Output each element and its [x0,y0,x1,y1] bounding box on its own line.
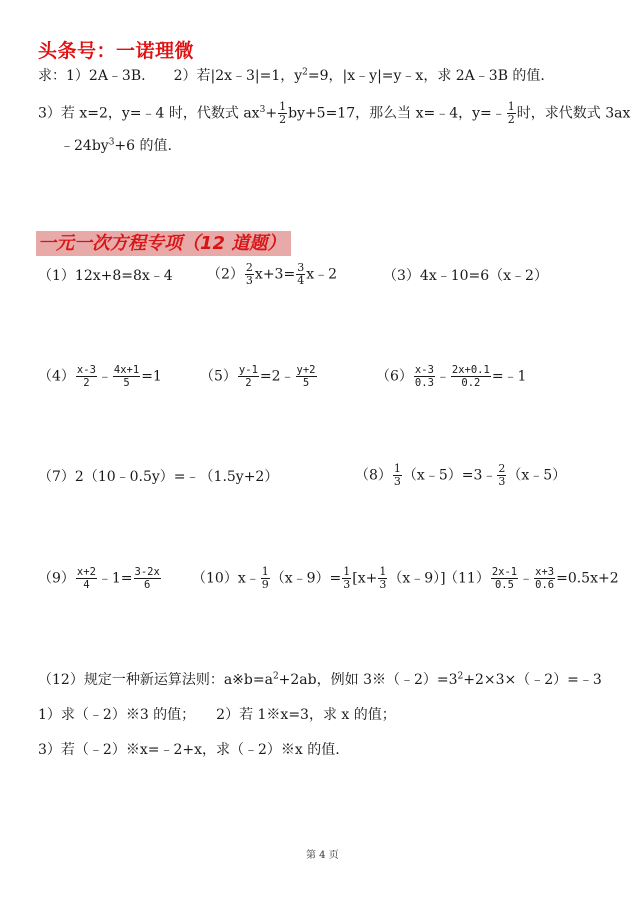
denominator: 3 [245,274,253,287]
denominator: 0.6 [535,579,555,591]
numerator: 2 [498,462,506,475]
equation-5 [200,364,318,389]
numerator: 3 [297,261,305,274]
prev-problem-line1 [38,66,545,86]
denominator: 5 [123,377,130,389]
problem-12-line1 [38,670,602,690]
fraction [342,566,351,591]
page-number: 第 4 页 [306,850,339,861]
numerator: 3-2x [134,566,160,578]
numerator: 1 [343,565,351,578]
denominator: 3 [498,475,506,488]
label: （4） [38,368,75,385]
equation-7: （7）2（10﹣0.5y）=﹣（1.5y+2） [38,469,279,485]
denominator: 5 [302,377,310,389]
prev-problem-line3 [60,136,172,156]
numerator: x-3 [76,364,96,376]
equation-9 [38,566,162,591]
text: =1 [141,368,162,385]
label: （11） [444,570,490,587]
text: （x﹣9）= [270,570,342,587]
text: ﹣ [97,368,112,385]
text: x+3= [254,266,296,283]
label: （10）x﹣ [192,570,260,587]
fraction [296,364,317,389]
fraction [451,364,491,389]
equation-6 [376,364,526,389]
numerator: x+2 [76,566,96,578]
text: 求：1）2A﹣3B. 2）若|2x﹣3|=1，y [38,68,303,84]
denominator: 2 [279,113,287,126]
label: （9） [38,570,75,587]
denominator: 0.3 [414,377,434,389]
equation-1: （1）12x+8=8x﹣4 [38,268,173,284]
fraction [296,262,305,287]
equation-11 [444,566,619,591]
label: （6） [376,368,413,385]
fraction [113,364,140,389]
denominator: 4 [297,274,305,287]
fraction [378,566,387,591]
problem-12-line2: 1）求（﹣2）※3 的值； 2）若 1※x=3，求 x 的值； [38,707,396,723]
fraction [507,101,516,126]
denominator: 6 [144,579,151,591]
denominator: 3 [379,578,387,591]
denominator: 2 [245,377,252,389]
denominator: 2 [507,113,515,126]
text: 3）若 x=2，y=﹣4 时，代数式 ax [38,105,260,122]
text: by+5=17，那么当 x=﹣4，y=﹣ [288,105,506,122]
equation-4 [38,364,162,389]
text: ﹣24by [60,138,109,154]
fraction [134,566,161,591]
numerator: 1 [279,100,287,113]
numerator: 4x+1 [113,364,140,376]
equation-2 [207,262,337,287]
text: =0.5x+2 [556,570,619,587]
numerator: 1 [379,565,387,578]
text: =2﹣ [259,368,295,385]
text: +2ab，例如 3※（﹣2）=3 [278,672,458,688]
numerator: 2 [245,261,253,274]
text: （12）规定一种新运算法则：a※b=a [38,672,273,688]
text: ﹣ [435,368,450,385]
numerator: x+3 [535,566,555,578]
exponent: 3 [259,104,266,115]
text: =﹣1 [491,368,527,385]
numerator: 2x-1 [491,566,518,578]
numerator: 1 [393,462,401,475]
label: （2） [207,266,244,283]
text: +2×3×（﹣2）=﹣3 [463,672,602,688]
equation-3: （3）4x﹣10=6（x﹣2） [383,268,548,284]
label: （8） [355,467,392,484]
denominator: 3 [343,578,351,591]
numerator: y-1 [238,364,258,376]
label: （5） [200,368,237,385]
text: （x﹣9）] [388,570,446,587]
numerator: 2x+0.1 [451,364,490,376]
denominator: 3 [393,475,401,488]
fraction [491,566,518,591]
fraction [76,566,97,591]
fraction [414,364,435,389]
text: 时，求代数式 3ax [516,105,631,122]
fraction [238,364,259,389]
text: [x+ [352,570,378,587]
numerator: 1 [507,100,515,113]
problem-12-line3: 3）若（﹣2）※x=﹣2+x，求（﹣2）※x 的值. [38,742,340,758]
text: x﹣2 [306,266,337,283]
text: +6 的值. [114,138,172,154]
header-title: 头条号：一诺理微 [38,40,195,62]
numerator: y+2 [296,364,316,376]
fraction [497,463,506,488]
fraction [245,262,254,287]
exponent: 2 [302,67,308,78]
exponent: 3 [108,137,115,148]
fraction [534,566,555,591]
numerator: 1 [261,565,269,578]
exponent: 2 [457,671,464,682]
fraction [278,101,287,126]
text: （x﹣5） [507,467,567,484]
denominator: 0.5 [494,579,514,591]
text: ﹣ [519,570,534,587]
text: ﹣1= [97,570,133,587]
text: （x﹣5）=3﹣ [402,467,497,484]
fraction [76,364,97,389]
denominator: 4 [83,579,90,591]
fraction [261,566,270,591]
exponent: 2 [272,671,279,682]
numerator: x-3 [414,364,434,376]
section-title: 一元一次方程专项（12 道题） [36,231,291,256]
equation-10 [192,566,446,591]
denominator: 0.2 [461,377,481,389]
denominator: 2 [83,377,90,389]
text: =9，|x﹣y|=y﹣x，求 2A﹣3B 的值. [307,68,545,84]
equation-8 [355,463,566,488]
text: + [265,105,278,122]
denominator: 9 [261,578,269,591]
prev-problem-line2 [38,101,630,126]
fraction [393,463,402,488]
